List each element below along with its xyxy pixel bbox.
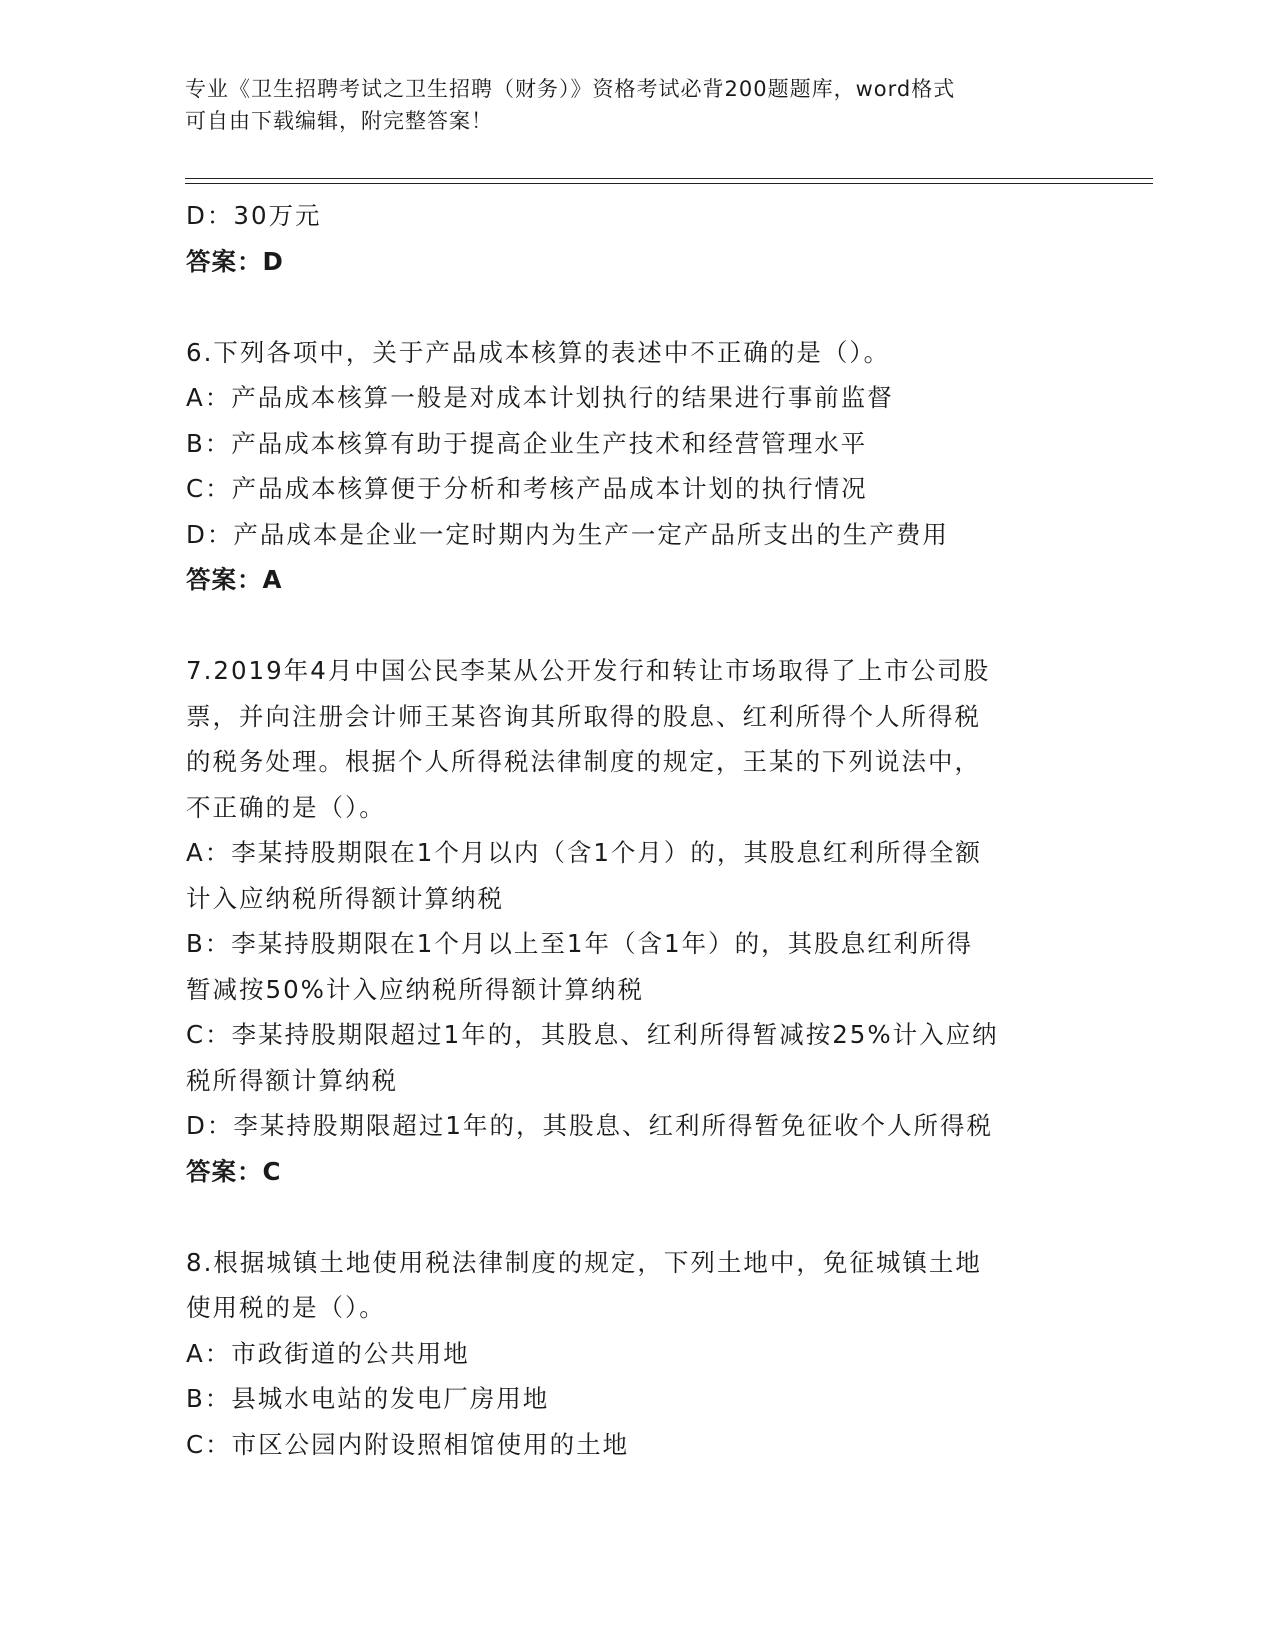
option-a: A：市政街道的公共用地 [186, 1338, 470, 1368]
question-stem: 6.下列各项中，关于产品成本核算的表述中不正确的是（）。 [186, 337, 891, 367]
question-stem-line-1: 7.2019年4月中国公民李某从公开发行和转让市场取得了上市公司股 [186, 656, 991, 685]
option-d: D：30万元 [186, 201, 322, 230]
spacer [186, 284, 1086, 330]
question-stem-line-1: 8.根据城镇土地使用税法律制度的规定，下列土地中，免征城镇土地 [186, 1247, 982, 1277]
spacer [186, 603, 1086, 649]
option-c: C：产品成本核算便于分析和考核产品成本计划的执行情况 [186, 474, 868, 503]
question-stem-line-4: 不正确的是（）。 [186, 792, 386, 822]
spacer [186, 1194, 1086, 1240]
option-a-line-1: A：李某持股期限在1个月以内（含1个月）的，其股息红利所得全额 [186, 838, 982, 867]
question-6 [186, 330, 1086, 603]
question-7 [186, 648, 1086, 1194]
option-c-line-1: C：李某持股期限超过1年的，其股息、红利所得暂减按25%计入应纳 [186, 1020, 999, 1049]
header-divider-bottom [185, 183, 1153, 184]
option-d: D：产品成本是企业一定时期内为生产一定产品所支出的生产费用 [186, 519, 949, 549]
option-a-line-2: 计入应纳税所得额计算纳税 [186, 883, 504, 913]
header-title-line-2: 可自由下载编辑，附完整答案！ [185, 109, 493, 133]
option-c: C：市区公园内附设照相馆使用的土地 [186, 1429, 630, 1459]
option-b: B：县城水电站的发电厂房用地 [186, 1384, 550, 1413]
header-title-line-1: 专业《卫生招聘考试之卫生招聘（财务）》资格考试必背200题题库，word格式 [185, 77, 956, 101]
option-b-line-1: B：李某持股期限在1个月以上至1年（含1年）的，其股息红利所得 [186, 929, 974, 958]
option-b: B：产品成本核算有助于提高企业生产技术和经营管理水平 [186, 428, 868, 458]
answer-line: 答案：C [186, 1156, 282, 1186]
option-b-line-2: 暂减按50%计入应纳税所得额计算纳税 [186, 974, 644, 1004]
question-stem-line-2: 使用税的是（）。 [186, 1293, 386, 1322]
option-c-line-2: 税所得额计算纳税 [186, 1065, 398, 1095]
page-header [185, 73, 1065, 137]
question-stem-line-2: 票，并向注册会计师王某咨询其所取得的股息、红利所得个人所得税 [186, 701, 981, 731]
question-8 [186, 1240, 1086, 1468]
question-content [186, 193, 1086, 1467]
previous-question-tail [186, 193, 1086, 284]
header-divider-top [185, 178, 1153, 179]
answer-line: 答案：D [186, 246, 284, 276]
option-a: A：产品成本核算一般是对成本计划执行的结果进行事前监督 [186, 383, 894, 412]
question-stem-line-3: 的税务处理。根据个人所得税法律制度的规定，王某的下列说法中， [186, 747, 981, 776]
answer-line: 答案：A [186, 565, 283, 594]
option-d: D：李某持股期限超过1年的，其股息、红利所得暂免征收个人所得税 [186, 1111, 993, 1140]
